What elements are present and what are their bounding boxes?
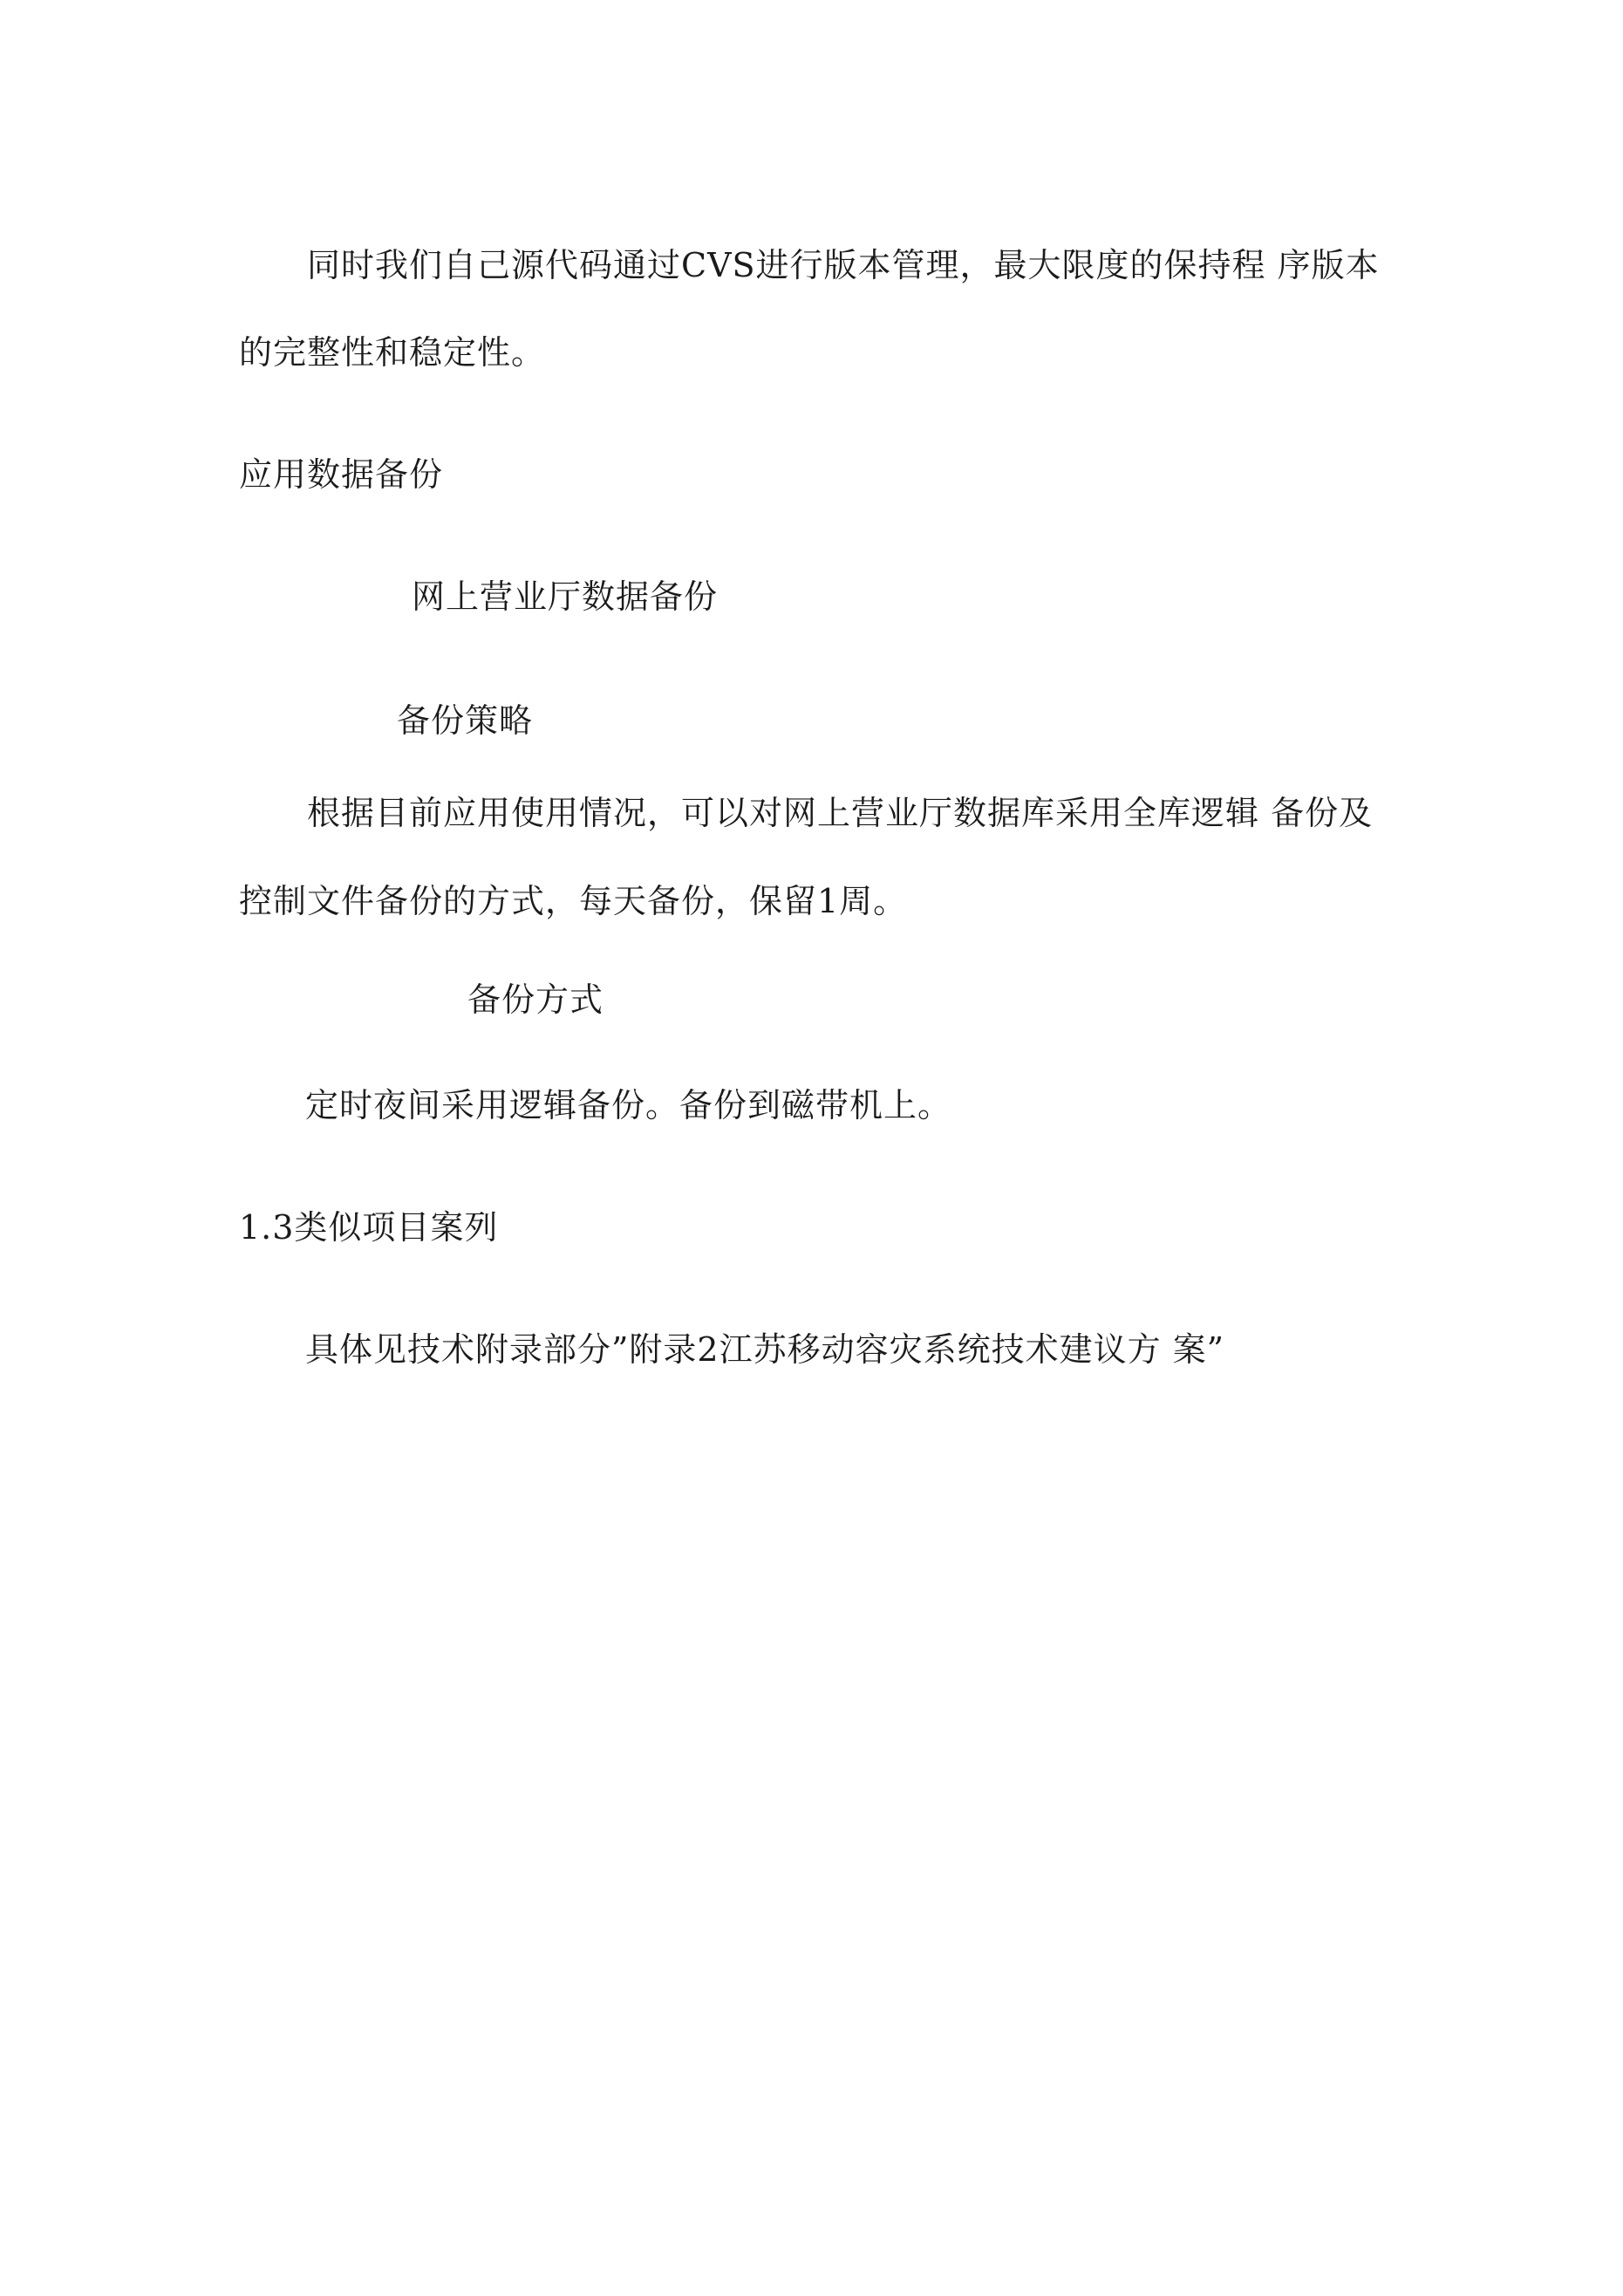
paragraph-version-management-line1: 同时我们自己源代码通过CVS进行版本管理，最大限度的保持程 序版本 bbox=[307, 246, 1380, 284]
paragraph-similar-project-cases: 具体见技术附录部分”附录2江苏移动容灾系统技术建议方 案” bbox=[305, 1330, 1225, 1369]
heading-backup-method: 备份方式 bbox=[467, 981, 604, 1019]
paragraph-backup-strategy-line2: 控制文件备份的方式，每天备份，保留1周。 bbox=[239, 882, 908, 920]
heading-similar-project-cases: 1.3类似项目案列 bbox=[239, 1208, 499, 1247]
heading-online-hall-data-backup: 网上营业厅数据备份 bbox=[412, 577, 719, 616]
paragraph-backup-method: 定时夜间采用逻辑备份。备份到磁带机上。 bbox=[305, 1086, 952, 1124]
heading-application-data-backup: 应用数据备份 bbox=[239, 455, 444, 494]
heading-backup-strategy: 备份策略 bbox=[397, 701, 534, 740]
paragraph-version-management-line2: 的完整性和稳定性。 bbox=[239, 333, 546, 372]
paragraph-backup-strategy-line1: 根据目前应用使用情况，可以对网上营业厅数据库采用全库逻辑 备份及 bbox=[307, 794, 1374, 832]
